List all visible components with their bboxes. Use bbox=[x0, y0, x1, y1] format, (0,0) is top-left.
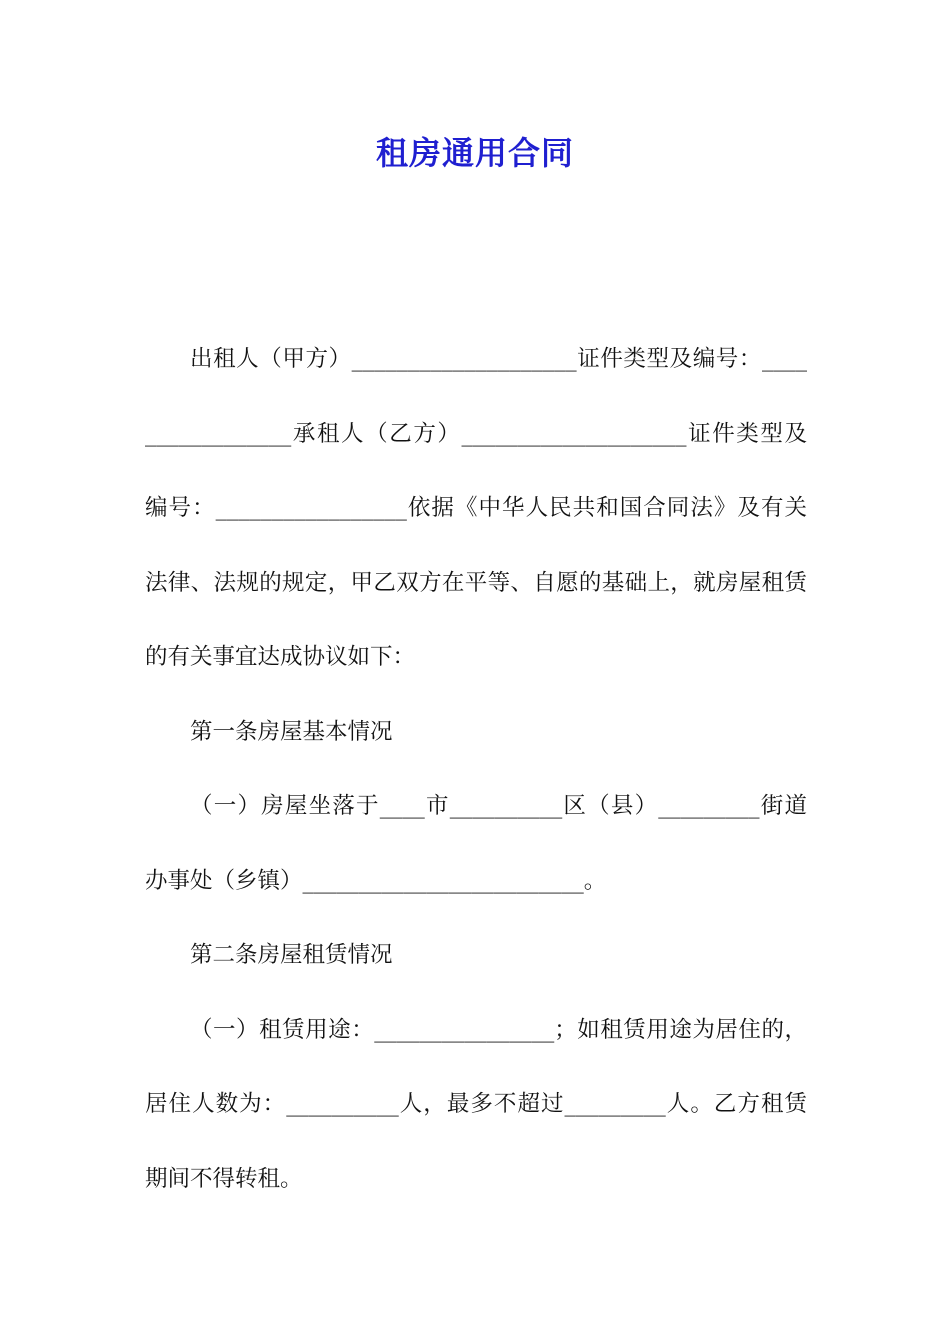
document-title: 租房通用合同 bbox=[375, 134, 574, 172]
section-heading-2: 第二条房屋租赁情况 bbox=[190, 942, 393, 968]
paragraph-location: （一）房屋坐落于____市__________区（县）_________街道办事处（乡镇）_________________________。 bbox=[145, 793, 807, 894]
document-body bbox=[145, 322, 807, 1216]
paragraph-parties: 出租人（甲方）____________________证件类型及编号：_________________承租人（乙方）____________________证件类型及编号：_________________依据《中华人民共和国合同法》及有关法律、法规的规定，甲乙双方在平等、自愿的基础上，就房屋租赁的有关事宜达成协议如下： bbox=[145, 346, 807, 670]
paragraph-usage: （一）租赁用途：________________；如租赁用途为居住的，居住人数为：__________人，最多不超过_________人。乙方租赁期间不得转租。 bbox=[145, 1016, 807, 1192]
section-heading-1: 第一条房屋基本情况 bbox=[190, 718, 393, 745]
